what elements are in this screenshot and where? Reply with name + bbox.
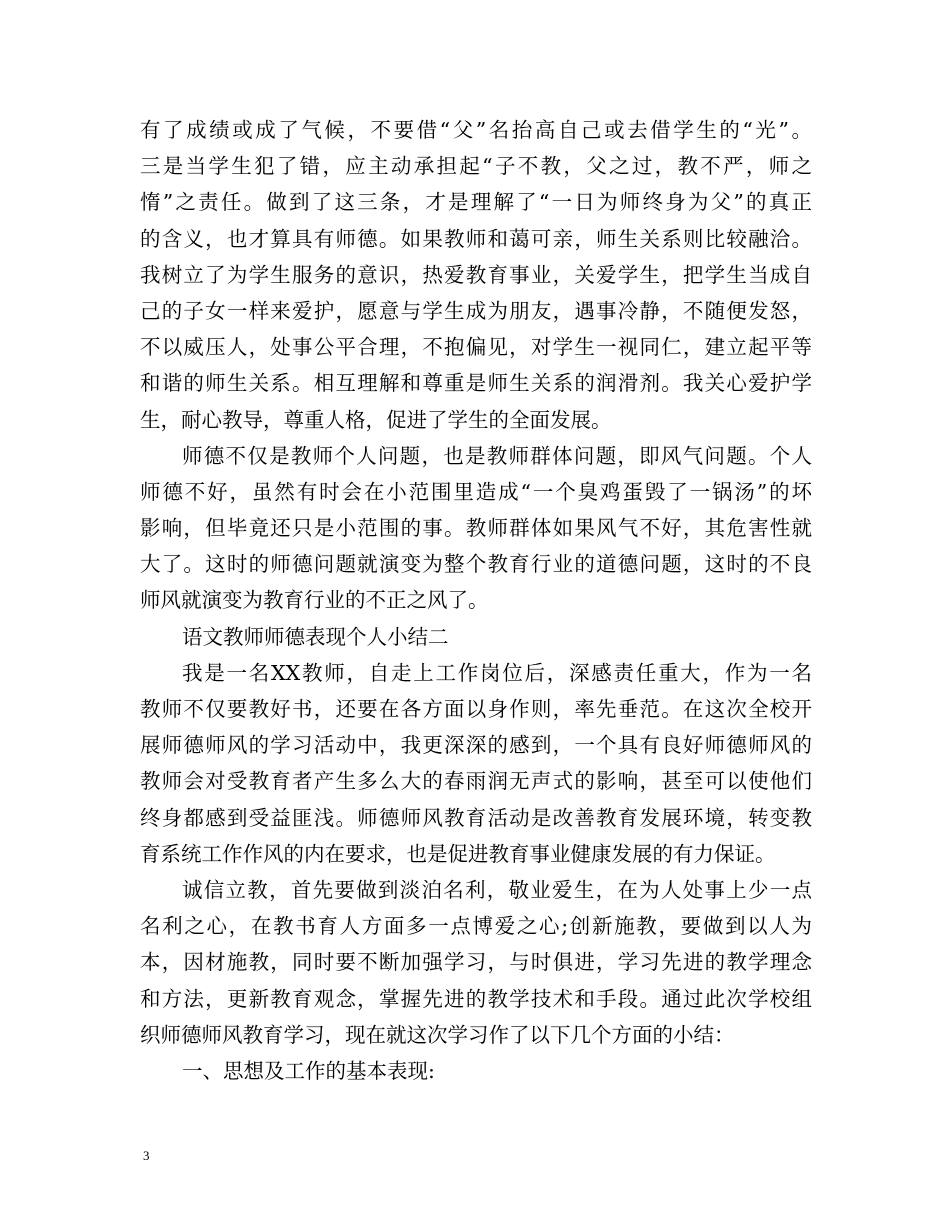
document-body xyxy=(140,112,812,1089)
text-line: 名利之心，在教书育人方面多一点博爱之心;创新施教，要做到以人为 xyxy=(140,914,812,939)
text-line: 大了。这时的师德问题就演变为整个教育行业的道德问题，这时的不良 xyxy=(140,552,812,577)
text-line: 师德不仅是教师个人问题，也是教师群体问题，即风气问题。个人 xyxy=(182,443,812,468)
text-line: 不以威压人，处事公平合理，不抱偏见，对学生一视同仁，建立起平等 xyxy=(140,335,812,360)
text-line: 终身都感到受益匪浅。师德师风教育活动是改善教育发展环境，转变教 xyxy=(140,805,812,830)
text-line: 的含义，也才算具有师德。如果教师和蔼可亲，师生关系则比较融洽。 xyxy=(140,226,812,251)
text-line: 我树立了为学生服务的意识，热爱教育事业，关爱学生，把学生当成自 xyxy=(140,262,812,287)
text-line: 一、思想及工作的基本表现: xyxy=(182,1058,435,1083)
text-line: 有了成绩或成了气候，不要借“父”名抬高自己或去借学生的“光”。 xyxy=(140,118,812,142)
text-line: 生，耐心教导，尊重人格，促进了学生的全面发展。 xyxy=(140,407,612,432)
text-line: 教师不仅要教好书，还要在各方面以身作则，率先垂范。在这次全校开 xyxy=(140,697,812,721)
text-line: 师德不好，虽然有时会在小范围里造成“一个臭鸡蛋毁了一锅汤”的坏 xyxy=(140,479,812,504)
text-line: 师风就演变为教育行业的不正之风了。 xyxy=(140,588,489,613)
text-line: 教师会对受教育者产生多么大的春雨润无声式的影响，甚至可以使他们 xyxy=(140,769,812,794)
text-line: 我是一名XX教师，自走上工作岗位后，深感责任重大，作为一名 xyxy=(182,660,812,685)
text-line: 惰”之责任。做到了这三条，才是理解了“一日为师终身为父”的真正 xyxy=(140,190,812,215)
text-line: 己的子女一样来爱护，愿意与学生成为朋友，遇事冷静，不随便发怒， xyxy=(140,298,812,323)
text-line: 本，因材施教，同时要不断加强学习，与时俱进，学习先进的教学理念 xyxy=(140,950,812,975)
page-number: 3 xyxy=(143,1148,150,1163)
text-line: 织师德师风教育学习，现在就这次学习作了以下几个方面的小结： xyxy=(140,1022,735,1047)
text-line: 育系统工作作风的内在要求，也是促进教育事业健康发展的有力保证。 xyxy=(140,841,776,866)
text-line: 三是当学生犯了错，应主动承担起“子不教，父之过，教不严，师之 xyxy=(140,154,812,179)
text-line: 诚信立教，首先要做到淡泊名利，敬业爱生，在为人处事上少一点 xyxy=(182,877,812,902)
text-line: 和方法，更新教育观念，掌握先进的教学技术和手段。通过此次学校组 xyxy=(140,986,812,1011)
text-line: 语文教师师德表现个人小结二 xyxy=(182,624,449,649)
text-line: 影响，但毕竟还只是小范围的事。教师群体如果风气不好，其危害性就 xyxy=(140,516,812,541)
text-line: 展师德师风的学习活动中，我更深深的感到，一个具有良好师德师风的 xyxy=(140,733,812,758)
text-line: 和谐的师生关系。相互理解和尊重是师生关系的润滑剂。我关心爱护学 xyxy=(140,371,812,396)
